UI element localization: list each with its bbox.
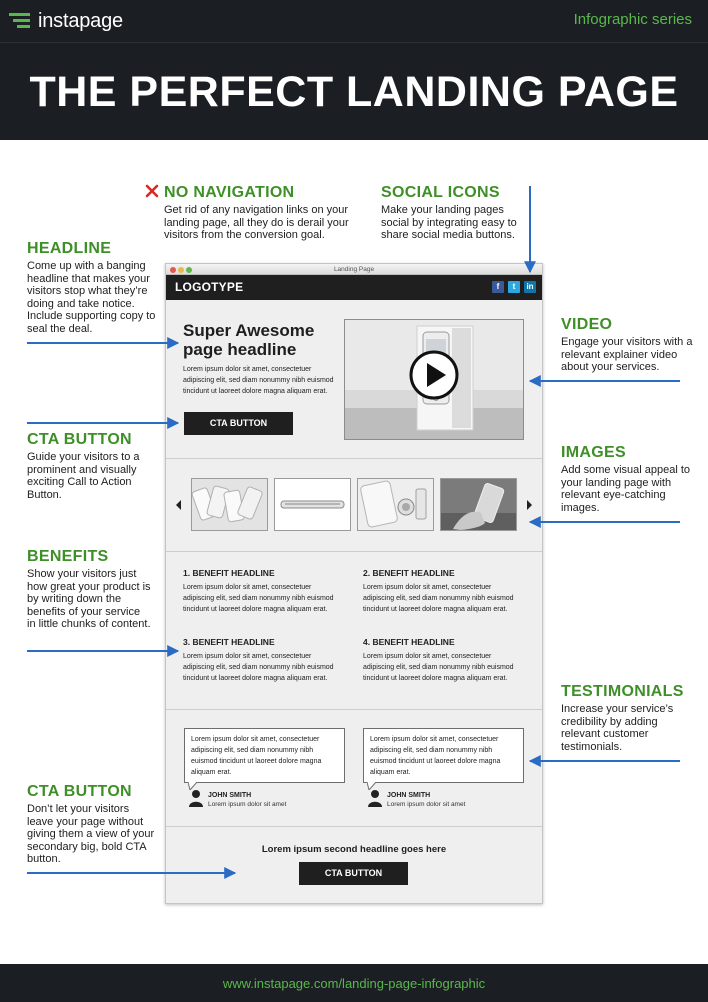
hero-headline: Super Awesome page headline [183,321,315,359]
logotype[interactable]: LOGOTYPE [175,280,244,294]
annotation-text: Add some visual appeal to your landing page with relevant eye-catching images. [561,464,691,514]
cross-icon [144,183,160,199]
annotation-title: CTA BUTTON [27,783,132,800]
annotation-social-icons [381,183,531,242]
series-label: Infographic series [573,11,692,28]
annotation-images [561,443,697,514]
brand-logo[interactable] [8,8,123,34]
section-divider [166,826,542,827]
window-title: Landing Page [333,266,375,273]
annotation-text: Show your visitors just how great your product is by writing down the benefits of your service in little chunks of content. [27,568,151,631]
benefit-text: Lorem ipsum dolor sit amet, consectetuer adipiscing elit, sed diam nonummy nibh euismod tincidunt ut laoreet dolore magna aliquam erat. [183,653,334,682]
secondary-cta-button[interactable]: CTA BUTTON [299,862,408,885]
instapage-logo-icon [8,11,32,31]
facebook-icon[interactable]: f [492,281,504,293]
annotation-title: BENEFITS [27,548,109,565]
cta-button[interactable]: CTA BUTTON [184,412,293,435]
phone-parts-image [358,479,433,530]
testimonial-role: Lorem ipsum dolor sit amet [208,801,287,808]
brand-name: instapage [38,9,123,32]
twitter-icon[interactable]: t [508,281,520,293]
gallery-next-icon[interactable] [527,500,532,510]
phones-stack-image [192,479,267,530]
annotation-title: HEADLINE [27,240,112,257]
phone-side-image [275,479,350,530]
testimonial-name: JOHN SMITH [208,792,252,799]
footer-link[interactable]: www.instapage.com/landing-page-infographic [222,975,486,991]
gallery-image[interactable] [274,478,351,531]
testimonial-quote: Lorem ipsum dolor sit amet, consectetuer adipiscing elit, sed diam nonummy nibh euismod tincidunt ut laoreet dolore magna aliquam erat. [363,728,524,783]
annotation-text: Get rid of any navigation links on your landing page, all they do is derail your visitors from the conversion goal. [164,204,349,242]
user-avatar-icon [188,789,204,807]
testimonial-quote: Lorem ipsum dolor sit amet, consectetuer adipiscing elit, sed diam nonummy nibh euismod tincidunt ut laoreet dolore magna aliquam erat. [184,728,345,783]
annotation-text: Increase your service’s credibility by adding relevant customer testimonials. [561,703,674,753]
annotation-headline [27,239,163,336]
benefit-text: Lorem ipsum dolor sit amet, consectetuer adipiscing elit, sed diam nonummy nibh euismod tincidunt ut laoreet dolore magna aliquam erat. [183,584,334,613]
benefit-headline: 4. BENEFIT HEADLINE [363,637,455,647]
annotation-video [561,315,701,374]
annotation-no-navigation [164,183,364,242]
annotation-title: SOCIAL ICONS [381,184,500,201]
header-bar [0,0,708,140]
second-headline: Lorem ipsum second headline goes here [261,844,447,855]
section-divider [166,709,542,710]
benefit-text: Lorem ipsum dolor sit amet, consectetuer adipiscing elit, sed diam nonummy nibh euismod tincidunt ut laoreet dolore magna aliquam erat. [363,584,514,613]
annotation-title: NO NAVIGATION [164,184,295,201]
page-title: THE PERFECT LANDING PAGE [29,68,679,116]
hand-phone-image [441,479,516,530]
annotation-title: VIDEO [561,316,613,333]
benefit-headline: 3. BENEFIT HEADLINE [183,637,275,647]
gallery-image[interactable] [440,478,517,531]
section-divider [166,551,542,552]
video-player[interactable] [344,319,524,440]
mockup-navbar [166,275,542,300]
annotation-text: Come up with a banging headline that makes your visitors stop what they’re doing and take notice. Include supporting copy to seal the deal. [27,260,156,335]
window-titlebar [166,264,542,275]
section-divider [166,458,542,459]
footer-bar [0,964,708,1002]
annotation-testimonials [561,682,697,753]
testimonial-name: JOHN SMITH [387,792,431,799]
hero-text: Lorem ipsum dolor sit amet, consectetuer adipiscing elit, sed diam nonummy nibh euismod tincidunt ut laoreet dolore magna aliquam erat. [183,366,334,395]
annotation-cta-button [27,430,155,501]
benefit-headline: 1. BENEFIT HEADLINE [183,568,275,578]
annotation-text: Guide your visitors to a prominent and visually exciting Call to Action Button. [27,451,140,501]
annotation-title: CTA BUTTON [27,431,132,448]
annotation-text: Engage your visitors with a relevant explainer video about your services. [561,336,693,374]
landing-page-mockup [165,263,543,904]
gallery-image[interactable] [357,478,434,531]
linkedin-icon[interactable]: in [524,281,536,293]
gallery-prev-icon[interactable] [176,500,181,510]
annotation-title: TESTIMONIALS [561,683,684,700]
benefit-headline: 2. BENEFIT HEADLINE [363,568,455,578]
header-divider [0,42,708,43]
video-thumbnail [345,320,523,439]
annotation-title: IMAGES [561,444,626,461]
annotation-cta-button-2 [27,782,157,866]
annotation-text: Make your landing pages social by integrating easy to share social media buttons. [381,204,517,242]
benefit-text: Lorem ipsum dolor sit amet, consectetuer adipiscing elit, sed diam nonummy nibh euismod tincidunt ut laoreet dolore magna aliquam erat. [363,653,514,682]
user-avatar-icon [367,789,383,807]
testimonial-role: Lorem ipsum dolor sit amet [387,801,466,808]
annotation-text: Don’t let your visitors leave your page without giving them a view of your secondary big, bold CTA button. [27,803,155,866]
annotation-benefits [27,547,151,631]
gallery-image[interactable] [191,478,268,531]
